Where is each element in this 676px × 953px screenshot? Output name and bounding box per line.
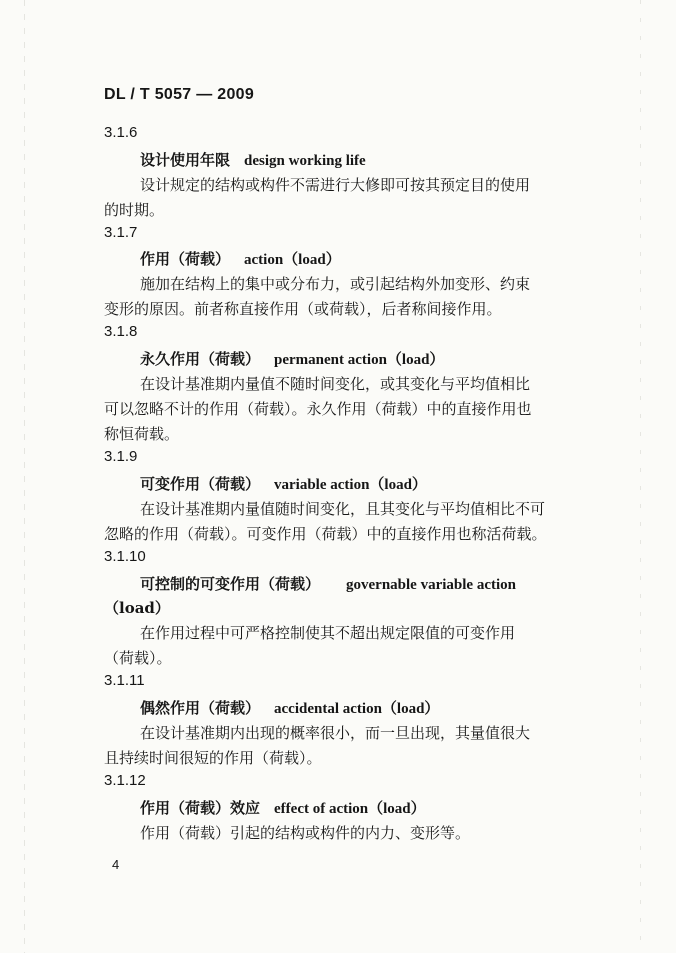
- term-en: governable variable action: [346, 577, 516, 593]
- entry-number: 3.1.6: [104, 124, 138, 141]
- term-en: accidental action（load）: [274, 701, 440, 717]
- entry-number: 3.1.12: [104, 772, 146, 789]
- entry-term: [140, 248, 341, 269]
- entry-number: 3.1.11: [104, 672, 145, 689]
- entry-term: [140, 573, 516, 594]
- definition-line: 在设计基准期内量值随时间变化，且其变化与平均值相比不可: [140, 500, 546, 518]
- term-cn: 作用（荷载）效应: [140, 799, 261, 817]
- definition-line: 称恒荷载。: [104, 425, 180, 443]
- term-cn: 可变作用（荷载）: [140, 475, 261, 493]
- definition-line: 在设计基准期内出现的概率很小，而一旦出现，其量值很大: [140, 724, 531, 742]
- term-en: design working life: [244, 153, 366, 169]
- entry-term: [140, 797, 426, 818]
- definition-line: （荷载）。: [104, 649, 172, 667]
- entry-number: 3.1.8: [104, 323, 138, 340]
- definition-line: 且持续时间很短的作用（荷载）。: [104, 749, 322, 767]
- term-cn: 作用（荷载）: [140, 250, 231, 268]
- definition-line: 变形的原因。前者称直接作用（或荷载），后者称间接作用。: [104, 300, 502, 318]
- scan-edge-left: [24, 0, 25, 953]
- entry-term: [140, 149, 366, 170]
- entry-number: 3.1.10: [104, 548, 146, 565]
- term-cn: 可控制的可变作用（荷载）: [140, 575, 321, 593]
- standard-header: DL / T 5057 — 2009: [104, 86, 255, 103]
- term-cn: 永久作用（荷载）: [140, 350, 261, 368]
- entry-term: [140, 473, 427, 494]
- definition-line: 的时期。: [104, 201, 165, 219]
- term-en: effect of action（load）: [274, 801, 426, 817]
- page-number: 4: [112, 857, 120, 872]
- term-en: action（load）: [244, 252, 341, 268]
- definition-line: 设计规定的结构或构件不需进行大修即可按其预定目的使用: [140, 176, 531, 194]
- term-cn: 偶然作用（荷载）: [140, 699, 261, 717]
- term-en-continuation: （load）: [104, 599, 170, 617]
- definition-line: 在设计基准期内量值不随时间变化，或其变化与平均值相比: [140, 375, 531, 393]
- definition-line: 在作用过程中可严格控制使其不超出规定限值的可变作用: [140, 624, 516, 642]
- scan-edge-right: [640, 0, 641, 953]
- definition-line: 忽略的作用（荷载）。可变作用（荷载）中的直接作用也称活荷载。: [104, 525, 547, 543]
- entry-number: 3.1.7: [104, 224, 138, 241]
- definition-line: 施加在结构上的集中或分布力，或引起结构外加变形、约束: [140, 275, 531, 293]
- definition-line: 可以忽略不计的作用（荷载）。永久作用（荷载）中的直接作用也: [104, 400, 532, 418]
- entry-number: 3.1.9: [104, 448, 138, 465]
- definition-line: 作用（荷载）引起的结构或构件的内力、变形等。: [140, 824, 471, 842]
- term-cn: 设计使用年限: [140, 151, 231, 169]
- term-en: variable action（load）: [274, 477, 427, 493]
- entry-term: [140, 348, 444, 369]
- term-en: permanent action（load）: [274, 352, 445, 368]
- entry-term: [140, 697, 439, 718]
